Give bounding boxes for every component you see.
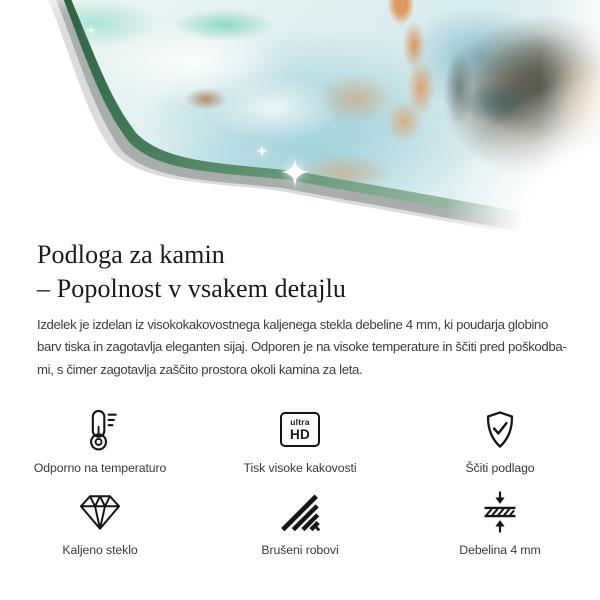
product-description [37, 314, 593, 381]
ultra-hd-badge-top: ultra [290, 417, 310, 428]
ultra-hd-icon [280, 407, 320, 453]
feature-item-temperature [0, 407, 200, 476]
title-line-2: – Popolnost v vsakem detajlu [37, 274, 346, 303]
description-line: barv tiska in zagotavlja eleganten sijaj. Odporen je na visoke temperature in ščiti pred poškodba- [37, 339, 567, 355]
product-content [0, 238, 600, 558]
beveled-edges-icon [278, 489, 322, 535]
feature-label: Debelina 4 mm [459, 542, 541, 557]
diamond-icon [77, 489, 123, 535]
page-title [37, 238, 563, 306]
feature-label: Ščiti podlago [465, 460, 535, 475]
feature-item-tempered-glass [0, 489, 200, 558]
description-line: Izdelek je izdelan iz visokokakovostnega kaljenega stekla debeline 4 mm, ki poudarja globino [37, 317, 549, 332]
shield-check-icon [481, 407, 519, 453]
feature-item-thickness [400, 489, 600, 558]
feature-item-protection [400, 407, 600, 476]
feature-item-beveled-edges [200, 489, 400, 558]
image-fade-overlay [0, 0, 600, 230]
thermometer-icon [79, 407, 121, 453]
feature-label: Kaljeno steklo [62, 542, 138, 557]
product-image [0, 0, 600, 230]
feature-item-print-quality [200, 407, 400, 476]
title-line-1: Podloga za kamin [37, 240, 225, 269]
feature-label: Odporno na temperaturo [33, 460, 167, 475]
description-line: mi, s čimer zagotavlja zaščito prostora okoli kamina za leta. [37, 361, 363, 377]
ultra-hd-badge-bottom: HD [289, 426, 311, 442]
feature-label: Tisk visoke kakovosti [243, 460, 357, 475]
features-grid [0, 407, 600, 558]
thickness-icon [480, 489, 520, 535]
feature-label: Brušeni robovi [261, 542, 339, 557]
